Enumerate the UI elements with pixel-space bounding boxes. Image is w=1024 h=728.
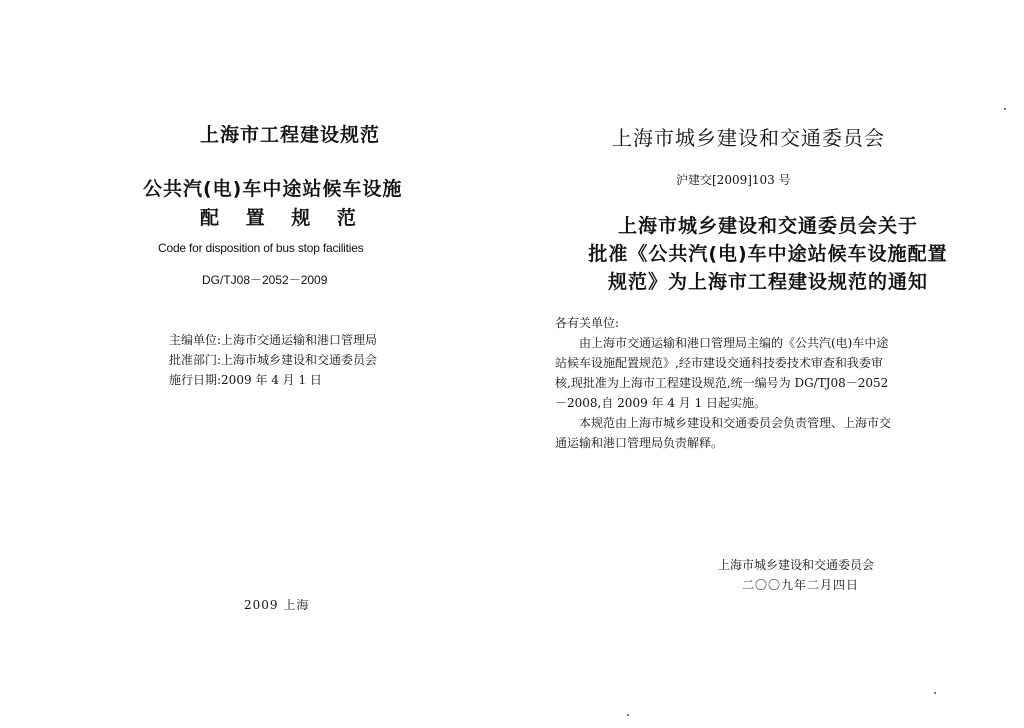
meta-effective-date: 施行日期:2009 年 4 月 1 日: [169, 373, 322, 387]
meta-approver: 批准部门:上海市城乡建设和交通委员会: [169, 353, 378, 367]
signature-organization: 上海市城乡建设和交通委员会: [718, 558, 875, 572]
body-line: 本规范由上海市城乡建设和交通委员会负责管理、上海市交: [579, 416, 892, 430]
right-page: [512, 0, 1024, 728]
scan-speck: [1004, 108, 1006, 110]
notice-heading: [552, 212, 984, 296]
document-title-line1: 公共汽(电)车中途站候车设施: [143, 178, 403, 200]
notice-body: [555, 313, 955, 453]
english-title: Code for disposition of bus stop facilities: [158, 241, 364, 255]
issuing-authority: 上海市城乡建设和交通委员会: [612, 126, 885, 150]
scan-speck: [627, 714, 629, 716]
document-number: 沪建交[2009]103 号: [676, 173, 791, 187]
body-line: 通运输和港口管理局负责解释。: [555, 436, 724, 450]
scan-speck: [934, 692, 936, 694]
document-title-line2: 配 置 规 范: [200, 207, 366, 229]
meta-editor: 主编单位:上海市交通运输和港口管理局: [169, 333, 378, 347]
body-line: 站候车设施配置规范》,经市建设交通科技委技术审查和我委审: [555, 356, 883, 370]
heading-line: 规范》为上海市工程建设规范的通知: [607, 271, 928, 293]
body-line: 由上海市交通运输和港口管理局主编的《公共汽(电)车中途: [579, 336, 889, 350]
salutation: 各有关单位:: [555, 316, 620, 330]
signature-date: 二〇〇九年二月四日: [742, 578, 860, 592]
body-line: 核,现批准为上海市工程建设规范,统一编号为 DG/TJ08－2052: [555, 376, 889, 390]
standard-code: DG/TJ08－2052－2009: [202, 273, 328, 287]
body-line: －2008,自 2009 年 4 月 1 日起实施。: [555, 396, 767, 410]
publication-footer: 2009 上海: [244, 598, 310, 612]
publication-meta: [169, 330, 377, 390]
heading-line: 批准《公共汽(电)车中途站候车设施配置: [588, 243, 948, 265]
heading-line: 上海市城乡建设和交通委员会关于: [617, 215, 918, 237]
series-title: 上海市工程建设规范: [200, 124, 381, 146]
